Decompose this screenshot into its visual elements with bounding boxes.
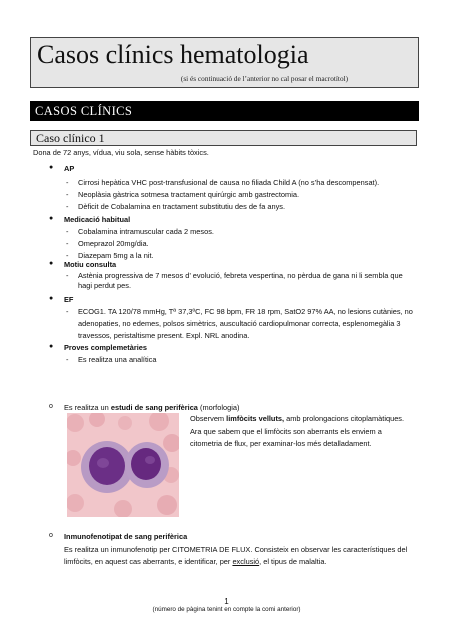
tests-heading: Proves complemetàries	[64, 343, 147, 352]
dash-icon: -	[66, 239, 69, 248]
exam-text: adenopaties, no edemes, polsos simètrics, auscultació cardiopulmonar correcta, esplenomegàlia 3	[78, 319, 401, 328]
tests-item: Es realitza una analítica	[78, 355, 157, 364]
circle-bullet-icon: o	[49, 403, 53, 410]
case-title: Caso clínico 1	[30, 130, 417, 146]
medication-item: Cobalamina intramuscular cada 2 mesos.	[78, 227, 214, 236]
bullet-icon: ●	[49, 260, 54, 267]
dash-icon: -	[66, 355, 69, 364]
document-subtitle: (si és continuació de l’anterior no cal posar el macrotítol)	[180, 74, 349, 83]
immuno-2a: limfòcits, en aquest cas aberrants, e identificar, per	[64, 557, 231, 566]
circle-bullet-icon: o	[49, 532, 53, 539]
dash-icon: -	[66, 190, 69, 199]
footer-note: (número de pàgina tenint en compte la comi anterior)	[152, 606, 301, 613]
exam-text: travessos, peristaltisme present. Expl. NRL anodina.	[78, 331, 250, 340]
immuno-text: Es realitza un inmunofenotip per CITOMETRIA DE FLUX. Consisteix en observar les característiques del	[64, 545, 408, 554]
exam-text: ECOG1. TA 120/78 mmHg, Tª 37,3ºC, FC 98 bpm, FR 18 rpm, SatO2 97% AA, no lesions cutànies, no	[78, 307, 413, 316]
reason-heading: Motiu consulta	[64, 260, 117, 269]
blood-smear-image	[67, 413, 179, 517]
dash-icon: -	[66, 227, 69, 236]
medication-item: Omeprazol 20mg/dia.	[78, 239, 149, 248]
case-intro: Dona de 72 anys, vídua, viu sola, sense hàbits tòxics.	[33, 148, 209, 157]
smear-p1a: Observem	[190, 414, 225, 423]
smear-p1b: amb prolongacions citoplamàtiques.	[286, 414, 405, 423]
smear-tail: (morfologia)	[199, 403, 240, 412]
immuno-heading: Inmunofenotipat de sang perifèrica	[64, 532, 188, 541]
bullet-icon: ●	[49, 215, 54, 222]
immuno-underline: exclusió	[232, 557, 260, 566]
ap-item: Neoplàsia gàstrica sotmesa tractament quirúrgic amb gastrectomia.	[78, 190, 299, 199]
medication-item: Diazepam 5mg a la nit.	[78, 251, 154, 260]
dash-icon: -	[66, 251, 69, 260]
smear-paragraph-1	[190, 414, 404, 424]
medication-heading: Medicació habitual	[64, 215, 131, 224]
smear-paragraph-2: Ara que sabem que el limfòcits son aberrants els enviem a	[190, 427, 382, 436]
ap-item: Dèficit de Cobalamina en tractament substitutiu des de fa anys.	[78, 202, 286, 211]
smear-line	[64, 403, 239, 413]
bullet-icon: ●	[49, 164, 54, 171]
reason-text: Astènia progressiva de 7 mesos d’ evolució, febreta vespertina, no pèrdua de gana ni li sembla que	[78, 271, 403, 280]
document-title: Casos clínics hematologia	[37, 40, 309, 69]
smear-p1-bold: limfòcits velluts,	[226, 414, 285, 423]
page-number: 1	[224, 597, 229, 606]
smear-paragraph-3: citometria de flux, per examinar-los més detalladament.	[190, 439, 372, 448]
dash-icon: -	[66, 202, 69, 211]
immuno-text-2	[64, 557, 327, 567]
ap-heading: AP	[64, 164, 75, 173]
bullet-icon: ●	[49, 343, 54, 350]
ap-item: Cirrosi hepàtica VHC post-transfusional de causa no filiada Child A (no s’ha descompensat).	[78, 178, 380, 187]
dash-icon: -	[66, 271, 69, 280]
exam-heading: EF	[64, 295, 74, 304]
reason-text: hagi perdut pes.	[78, 281, 132, 290]
bullet-icon: ●	[49, 295, 54, 302]
smear-bold: estudi de sang perifèrica	[110, 403, 198, 412]
title-box	[30, 37, 419, 88]
dash-icon: -	[66, 178, 69, 187]
dash-icon: -	[66, 307, 69, 316]
smear-lead: Es realitza un	[64, 403, 109, 412]
section-heading: CASOS CLÍNICS	[30, 101, 419, 121]
immuno-2b: , el tipus de malaltia.	[259, 557, 327, 566]
